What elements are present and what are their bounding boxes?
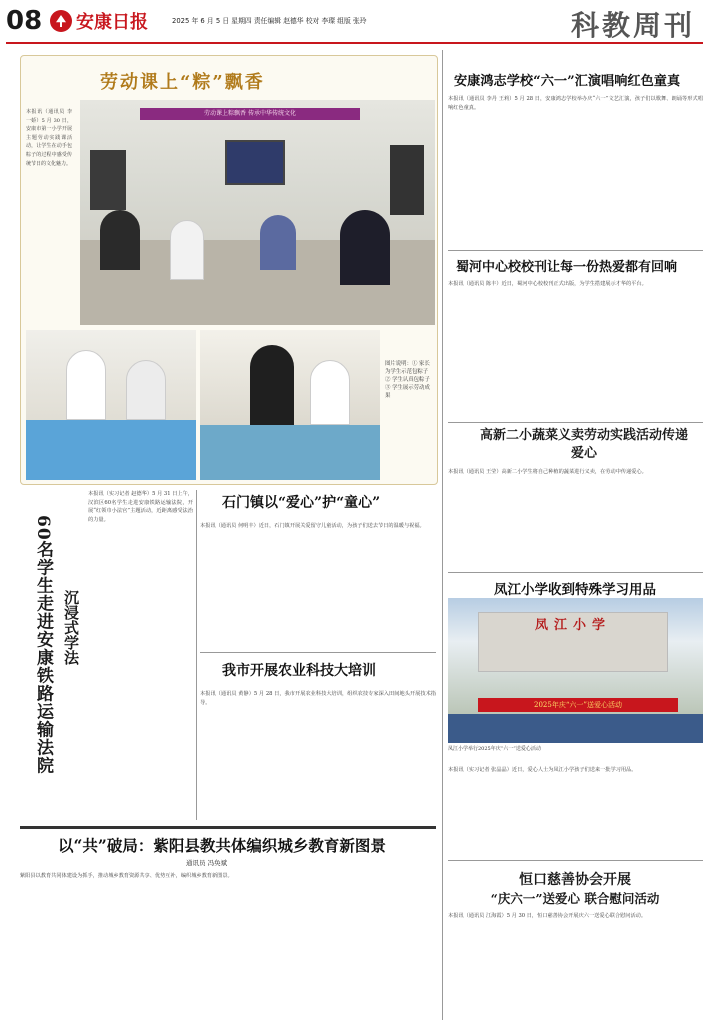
ziyang-byline: 通讯员 冯奂斌 xyxy=(186,859,228,867)
page-number: 08 xyxy=(6,6,43,36)
header-meta: 2025 年 6 月 5 日 星期四 责任编辑 赵德华 校对 李璨 组版 张玲 xyxy=(172,17,367,25)
header-rule xyxy=(6,42,703,44)
hongzhi-article-body: 本报讯（通讯员 李丹 王莉）5 月 28 日，安康鸿志学校举办庆“六一”文艺汇演，孩子们以歌舞、朗诵等形式唱响红色童真。 xyxy=(448,96,703,111)
rail-article-subtitle: 沉浸式学法 xyxy=(62,590,80,665)
section-divider xyxy=(448,422,703,423)
shuhe-article-title: 蜀河中心校校刊让每一份热爱都有回响 xyxy=(456,260,678,275)
newspaper-name: 安康日报 xyxy=(76,12,148,33)
hengze-title-block xyxy=(450,870,700,908)
shimen-article-title: 石门镇以“爱心”护“童心” xyxy=(222,495,381,511)
student-figure xyxy=(66,350,106,420)
fengjiang-photo xyxy=(448,598,703,743)
shuhe-article-body: 本报讯（通讯员 陈丰）近日，蜀河中心校校刊正式出版，为学生搭建展示才华的平台。 xyxy=(448,281,647,287)
farm-article-body: 本报讯（通讯员 黄静）5 月 28 日，我市开展农业科技大培训，组织农技专家深入田间地头开展技术指导。 xyxy=(200,691,436,706)
student-figure xyxy=(310,360,350,425)
school-sign: 凤江小学 xyxy=(534,618,611,633)
hongzhi-article-title: 安康鸿志学校“六一”汇演唱响红色童真 xyxy=(454,74,681,89)
ziyang-article-body: 紫阳县以教育共同体建设为抓手，推动城乡教育资源共享、优势互补，编织城乡教育新图景。 xyxy=(20,873,233,879)
xinjian-article-body: 本报讯（通讯员 王莹）高新二小学生将自己种植的蔬菜进行义卖，在劳动中传递爱心。 xyxy=(448,469,647,475)
classroom-banner: 劳动课上粽飘香 传承中华传统文化 xyxy=(140,108,360,120)
classroom-door xyxy=(90,150,126,210)
shimen-article-body: 本报讯（通讯员 何明丰）近日，石门镇开展关爱留守儿童活动，为孩子们送去节日的温暖与祝福。 xyxy=(200,523,425,529)
dragon-article-lead: 本报讯（通讯员 李一娇）5 月 30 日，安康市第一小学开展主题劳动实践课活动，让学生在动手包粽子的过程中感受传统节日的文化魅力。 xyxy=(26,109,72,167)
hengze-article-body: 本报讯（通讯员 江海霞）5 月 30 日，恒口慈善协会开展庆六一送爱心联合慰问活动。 xyxy=(448,913,647,919)
blue-table xyxy=(26,420,196,480)
parent-demo-photo xyxy=(200,330,380,480)
student-wrapping-photo xyxy=(26,330,196,480)
student-figure xyxy=(100,210,140,270)
dragon-article-title: 劳动课上“粽”飘香 xyxy=(100,72,265,93)
section-title: 科教周刊 xyxy=(570,9,695,42)
page-header xyxy=(0,0,709,42)
parent-figure xyxy=(250,345,294,425)
table-surface xyxy=(200,425,380,480)
student-figure xyxy=(260,215,296,270)
section-divider xyxy=(448,860,703,861)
hengze-article-subtitle: “庆六一”送爱心 联合慰问活动 xyxy=(490,891,660,906)
ziyang-article-title: 以“共”破局：紫阳县教共体编织城乡教育新图景 xyxy=(58,836,386,855)
rail-article-title: 60名学生走进安康铁路运输法院 xyxy=(33,515,53,775)
classroom-cabinet xyxy=(390,145,424,215)
student-figure xyxy=(340,210,390,285)
section-divider xyxy=(448,572,703,573)
newspaper-logo xyxy=(50,6,158,36)
fengjiang-article-title: 凤江小学收到特殊学习用品 xyxy=(494,582,656,598)
section-divider xyxy=(448,250,703,251)
hengze-article-title: 恒口慈善协会开展 xyxy=(519,872,631,888)
dragon-photo-caption: 图片说明：① 家长为学生示范包粽子 ② 学生认真包粽子 ③ 学生展示劳动成果 xyxy=(385,361,430,399)
fengjiang-article-body: 本报讯（实习记者 张晶晶）近日，爱心人士为凤江小学孩子们送来一批学习用品。 xyxy=(448,767,637,773)
crowd xyxy=(448,714,703,743)
column-divider xyxy=(196,490,197,820)
section-divider xyxy=(200,652,436,653)
section-rule xyxy=(20,826,436,829)
event-banner: 2025年庆“六一”送爱心活动 xyxy=(478,698,678,712)
rail-article-body: 本报讯（实习记者 赵德华）5 月 31 日上午，汉滨区60名学生走进安康铁路运输法院，开展“红领巾小法官”主题活动，近距离感受法治的力量。 xyxy=(88,491,193,523)
column-divider xyxy=(442,50,443,1020)
student-figure xyxy=(126,360,166,420)
classroom-photo xyxy=(80,100,435,325)
fengjiang-photo-caption: 凤江小学举行2025年庆“六一”送爱心活动 xyxy=(448,746,541,752)
logo-icon xyxy=(50,10,72,32)
classroom-screen xyxy=(225,140,285,185)
student-figure xyxy=(170,220,204,280)
xinjian-article-title: 高新二小蔬菜义卖劳动实践活动传递爱心 xyxy=(479,428,688,461)
farm-article-title: 我市开展农业科技大培训 xyxy=(222,663,376,679)
